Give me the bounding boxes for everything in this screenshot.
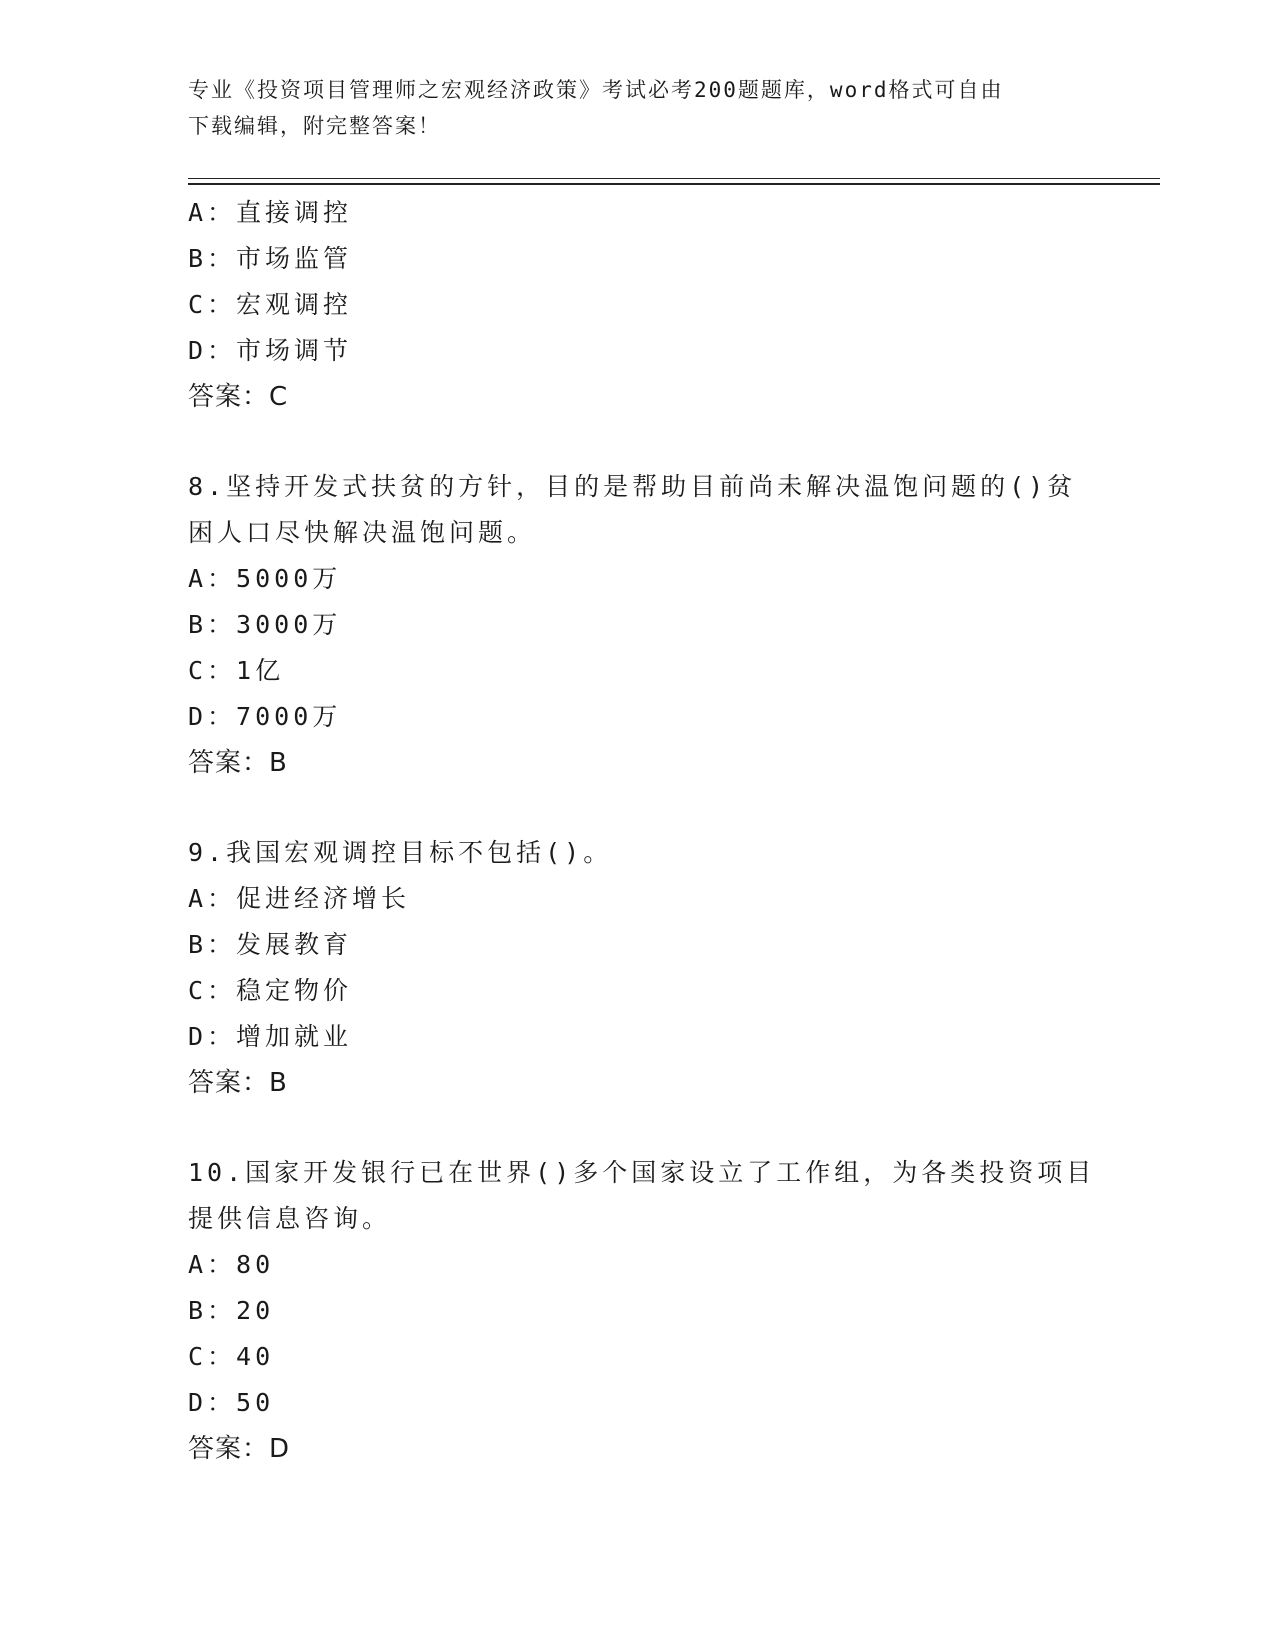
answer: 答案：C [188,382,289,412]
question-stem-line-2: 提供信息咨询。 [188,1204,392,1233]
option-d: D：7000万 [188,702,342,731]
question-8 [188,464,1108,786]
option-c: C：稳定物价 [188,976,353,1005]
option-a: A：5000万 [188,564,342,593]
option-b: B：发展教育 [188,930,353,959]
header-rule-thin [188,178,1160,179]
option-d: D：市场调节 [188,336,353,365]
option-d: D：增加就业 [188,1022,353,1051]
question-stem-line-1: 10.国家开发银行已在世界()多个国家设立了工作组，为各类投资项目 [188,1158,1096,1187]
option-d: D：50 [188,1388,275,1417]
question-stem-line-2: 困人口尽快解决温饱问题。 [188,518,537,547]
option-a: A：促进经济增长 [188,884,411,913]
option-c: C：40 [188,1342,275,1371]
question-stem-line-1: 8.坚持开发式扶贫的方针，目的是帮助目前尚未解决温饱问题的()贫 [188,472,1077,501]
option-b: B：20 [188,1296,275,1325]
answer: 答案：B [188,748,288,778]
question-7 [188,190,1108,420]
option-a: A：直接调控 [188,198,353,227]
document-header [188,72,1088,144]
header-line-2: 下载编辑，附完整答案！ [188,114,441,138]
question-stem-line-1: 9.我国宏观调控目标不包括()。 [188,838,613,867]
header-rule-thick [188,183,1160,185]
option-b: B：市场监管 [188,244,353,273]
question-list [188,190,1108,1472]
option-c: C：宏观调控 [188,290,353,319]
question-10 [188,1150,1108,1472]
option-b: B：3000万 [188,610,342,639]
answer: 答案：B [188,1068,288,1098]
header-line-1: 专业《投资项目管理师之宏观经济政策》考试必考200题题库，word格式可自由 [188,78,1004,102]
answer: 答案：D [188,1434,291,1464]
option-a: A：80 [188,1250,275,1279]
question-9 [188,830,1108,1106]
option-c: C：1亿 [188,656,285,685]
